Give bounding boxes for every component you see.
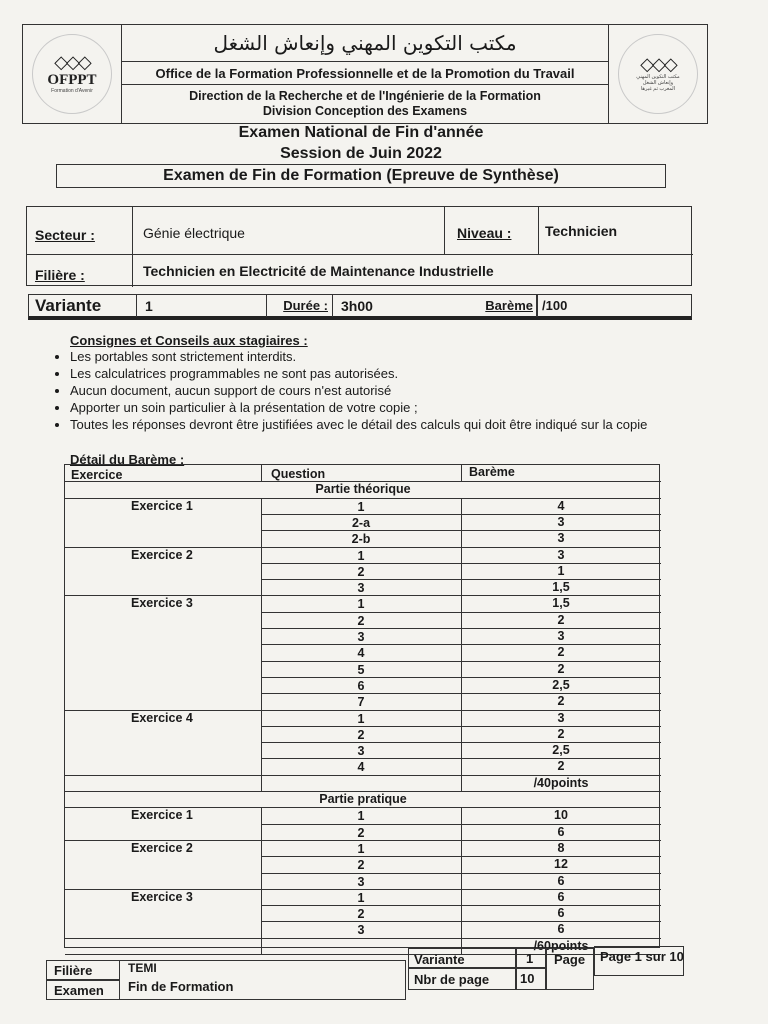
bareme-cell: 4 (557, 498, 565, 513)
question-cell: 2 (357, 564, 365, 579)
footer-filiere-label: Filière (54, 963, 93, 978)
question-cell: 6 (357, 678, 365, 693)
bareme-cell: 6 (557, 922, 565, 937)
bareme-cell: 2 (557, 612, 565, 627)
logo-ar-line1: مكتب التكوين المهني (636, 74, 680, 80)
bareme-cell: 3 (557, 710, 565, 725)
bareme-cell: 2 (557, 726, 565, 741)
logo-text: OFPPT (47, 72, 97, 88)
footer-examen-value: Fin de Formation (128, 979, 234, 994)
exercice-name: Exercice 2 (131, 840, 193, 855)
bareme-cell: 2 (557, 759, 565, 774)
section-total: /60points (533, 938, 589, 953)
bareme-cell: 2 (557, 694, 565, 709)
question-cell: 1 (357, 841, 365, 856)
exercice-name: Exercice 4 (131, 710, 193, 725)
exercice-name: Exercice 1 (131, 808, 193, 823)
header-center (122, 25, 608, 123)
header-box (22, 24, 708, 124)
bareme-table (64, 464, 660, 953)
exercice-name: Exercice 3 (131, 596, 193, 611)
division-name: Division Conception des Examens (262, 104, 468, 118)
question-cell: 2 (357, 825, 365, 840)
table-column-rule (461, 465, 462, 481)
question-cell: 2-a (351, 515, 371, 530)
logo-ar-line2: وإنعاش الشغل (642, 80, 674, 86)
table-column-rule (461, 807, 462, 954)
footer-page-value: Page 1 sur 10 (600, 949, 684, 964)
table-column-rule (261, 498, 262, 791)
question-cell: 3 (357, 630, 365, 644)
ofppt-mark-icon-right: ◇◇◇ (640, 54, 676, 75)
secteur-value: Génie électrique (143, 225, 245, 241)
filiere-label: Filière : (35, 267, 85, 283)
question-cell: 2 (357, 727, 365, 742)
question-cell: 2 (357, 907, 365, 922)
bareme-cell: 2,5 (552, 677, 570, 692)
bareme-cell: 6 (557, 889, 565, 904)
logo-subtext: Formation d'Avenir (51, 88, 93, 94)
bareme-value: /100 (537, 295, 687, 317)
footer-variante-label: Variante (414, 952, 465, 967)
question-cell: 2-b (351, 532, 371, 547)
question-cell: 3 (357, 581, 365, 596)
logo-right (608, 25, 707, 123)
footer-examen-label: Examen (54, 983, 104, 998)
bareme-cell: 3 (557, 629, 565, 643)
bareme-cell: 2 (557, 661, 565, 676)
ofppt-logo-right (618, 34, 698, 114)
question-cell: 1 (357, 597, 365, 612)
detail-bareme-title: Détail du Barème : (70, 452, 185, 467)
bareme-cell: 1,5 (552, 580, 570, 595)
question-cell: 1 (357, 548, 365, 563)
exam-type: Examen de Fin de Formation (Epreuve de Synthèse) (56, 164, 666, 188)
footer-nbr-value: 10 (520, 971, 535, 986)
bareme-cell: 2 (557, 645, 565, 660)
table-column-rule (461, 498, 462, 791)
question-cell: 3 (357, 874, 365, 889)
section-label: Partie pratique (319, 792, 407, 806)
duree-value: 3h00 (333, 295, 537, 317)
question-cell: 5 (357, 662, 365, 677)
arabic-title: مكتب التكوين المهني وإنعاش الشغل (213, 31, 517, 55)
bareme-cell: 1,5 (552, 596, 570, 611)
niveau-label: Niveau : (457, 225, 512, 241)
question-cell: 2 (357, 613, 365, 628)
consigne-item: • Apporter un soin particulier à la présentation de votre copie ; (70, 399, 710, 416)
bareme-cell: 2,5 (552, 743, 570, 758)
consigne-item: • Les portables sont strictement interdits. (70, 348, 710, 365)
info-table (26, 206, 692, 286)
question-cell: 1 (357, 711, 365, 726)
question-cell: 7 (357, 695, 365, 710)
bareme-cell: 3 (557, 531, 565, 546)
bareme-cell: 1 (557, 563, 565, 578)
office-name: Office de la Formation Professionnelle et de la Promotion du Travail (122, 61, 608, 85)
ofppt-mark-icon: ◇◇◇ (54, 52, 90, 73)
consigne-item: • Les calculatrices programmables ne sont pas autorisées. (70, 365, 710, 382)
bareme-label: Barème (485, 298, 533, 313)
exam-session: Session de Juin 2022 (280, 145, 442, 162)
question-cell: 3 (357, 744, 365, 759)
exercice-name: Exercice 1 (131, 498, 193, 513)
table-column-rule (261, 465, 262, 481)
question-cell: 1 (357, 499, 365, 514)
header-question: Question (271, 467, 326, 481)
consigne-item: • Toutes les réponses devront être justifiées avec le détail des calculs qui doit être indiqué sur la copie (70, 416, 710, 433)
question-cell: 4 (357, 760, 365, 775)
question-cell: 4 (357, 646, 365, 661)
question-cell: 1 (357, 809, 365, 824)
direction-block (122, 85, 608, 123)
consignes-title: Consignes et Conseils aux stagiaires : (70, 333, 308, 348)
bareme-cell: 6 (557, 824, 565, 839)
footer-nbr-label: Nbr de page (414, 972, 490, 987)
variante-row (28, 294, 692, 320)
bareme-cell: 3 (557, 547, 565, 562)
logo-left (23, 25, 122, 123)
footer-filiere-value: TEMI (128, 961, 157, 975)
footer-variante-value: 1 (526, 951, 534, 966)
duree-label: Durée : (267, 295, 333, 317)
header-bareme: Barème (469, 465, 515, 479)
variante-label: Variante (29, 295, 137, 317)
section-label: Partie théorique (315, 482, 411, 497)
exercice-name: Exercice 3 (131, 889, 193, 904)
bareme-cell: 12 (554, 857, 568, 872)
ofppt-logo (32, 34, 112, 114)
bareme-cell: 8 (557, 840, 565, 855)
secteur-label: Secteur : (35, 227, 95, 243)
variante-value: 1 (137, 295, 267, 317)
direction-name: Direction de la Recherche et de l'Ingénierie de la Formation (189, 89, 541, 103)
footer-page-label: Page (554, 952, 586, 967)
question-cell: 2 (357, 858, 365, 873)
section-total: /40points (533, 775, 589, 790)
question-cell: 1 (357, 890, 365, 905)
niveau-value: Technicien (545, 223, 618, 239)
exam-title: Examen National de Fin d'année (238, 124, 484, 141)
consigne-item: • Aucun document, aucun support de cours n'est autorisé (70, 382, 710, 399)
bareme-cell: 6 (557, 873, 565, 888)
bareme-cell: 6 (557, 906, 565, 921)
footer (46, 946, 684, 1000)
logo-ar-line3: المغرب ثم غيرها (640, 86, 676, 92)
exercice-name: Exercice 2 (131, 547, 193, 562)
question-cell: 3 (357, 923, 365, 938)
bareme-cell: 10 (554, 808, 568, 823)
table-column-rule (261, 807, 262, 954)
bareme-cell: 3 (557, 514, 565, 529)
header-exercice: Exercice (71, 468, 123, 482)
filiere-value: Technicien en Electricité de Maintenance Industrielle (143, 263, 494, 279)
consignes-list (52, 348, 710, 433)
